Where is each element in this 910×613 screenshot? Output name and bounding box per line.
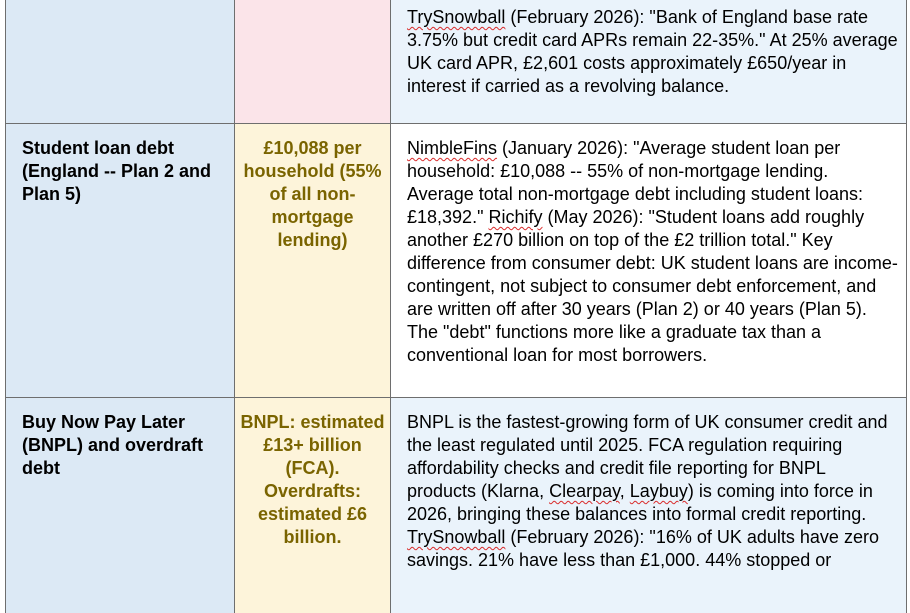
brand-name: Laybuy — [629, 481, 688, 501]
category-cell: Student loan debt (England -- Plan 2 and Plan 5) — [6, 124, 235, 398]
source-name: TrySnowball — [407, 7, 506, 27]
description-cell — [391, 124, 907, 398]
table-row — [6, 398, 907, 613]
description-text: ) is coming into force in 2026, bringing these balances into formal credit reporting. — [407, 481, 873, 524]
value-cell: £10,088 per household (55% of all non-mortgage lending) — [235, 124, 391, 398]
description-text: (January 2026): "Average student loan per household: £10,088 -- 55% of non-mortgage lending. Average total non-mortgage debt including student loans: £18,392." — [407, 138, 863, 227]
category-cell: Buy Now Pay Later (BNPL) and overdraft debt — [6, 398, 235, 613]
source-name: Richify — [488, 207, 543, 227]
debt-table — [5, 0, 907, 613]
table-row — [6, 124, 907, 398]
value-cell: BNPL: estimated £13+ billion (FCA). Overdrafts: estimated £6 billion. — [235, 398, 391, 613]
description-text: (May 2026): "Student loans add roughly another £270 billion on top of the £2 trillion total." Key difference from consumer debt: UK student loans are income-contingent, not subject to consumer debt enforcement, and are written off after 30 years (Plan 2) or 40 years (Plan 5). The "debt" functions more like a graduate tax than a conventional loan for most borrowers. — [407, 207, 898, 365]
description-cell — [391, 398, 907, 613]
brand-name: Clearpay — [549, 481, 620, 501]
description-text: , — [619, 481, 630, 501]
description-cell — [391, 0, 907, 124]
description-text: BNPL is the fastest-growing form of UK consumer credit and the least regulated until 2025. FCA regulation requiring affordability checks and credit file reporting for BNPL products (Klarna, — [407, 412, 888, 501]
description-text: (February 2026): "16% of UK adults have zero savings. 21% have less than £1,000. 44% stopped or — [407, 527, 879, 570]
table-row — [6, 0, 907, 124]
source-name: TrySnowball — [407, 527, 506, 547]
value-cell — [235, 0, 391, 124]
category-cell — [6, 0, 235, 124]
source-name: NimbleFins — [407, 138, 498, 158]
description-text: (February 2026): "Bank of England base rate 3.75% but credit card APRs remain 22-35%." At 25% average UK card APR, £2,601 costs approximately £650/year in interest if carried as a revolving balance. — [407, 7, 898, 96]
